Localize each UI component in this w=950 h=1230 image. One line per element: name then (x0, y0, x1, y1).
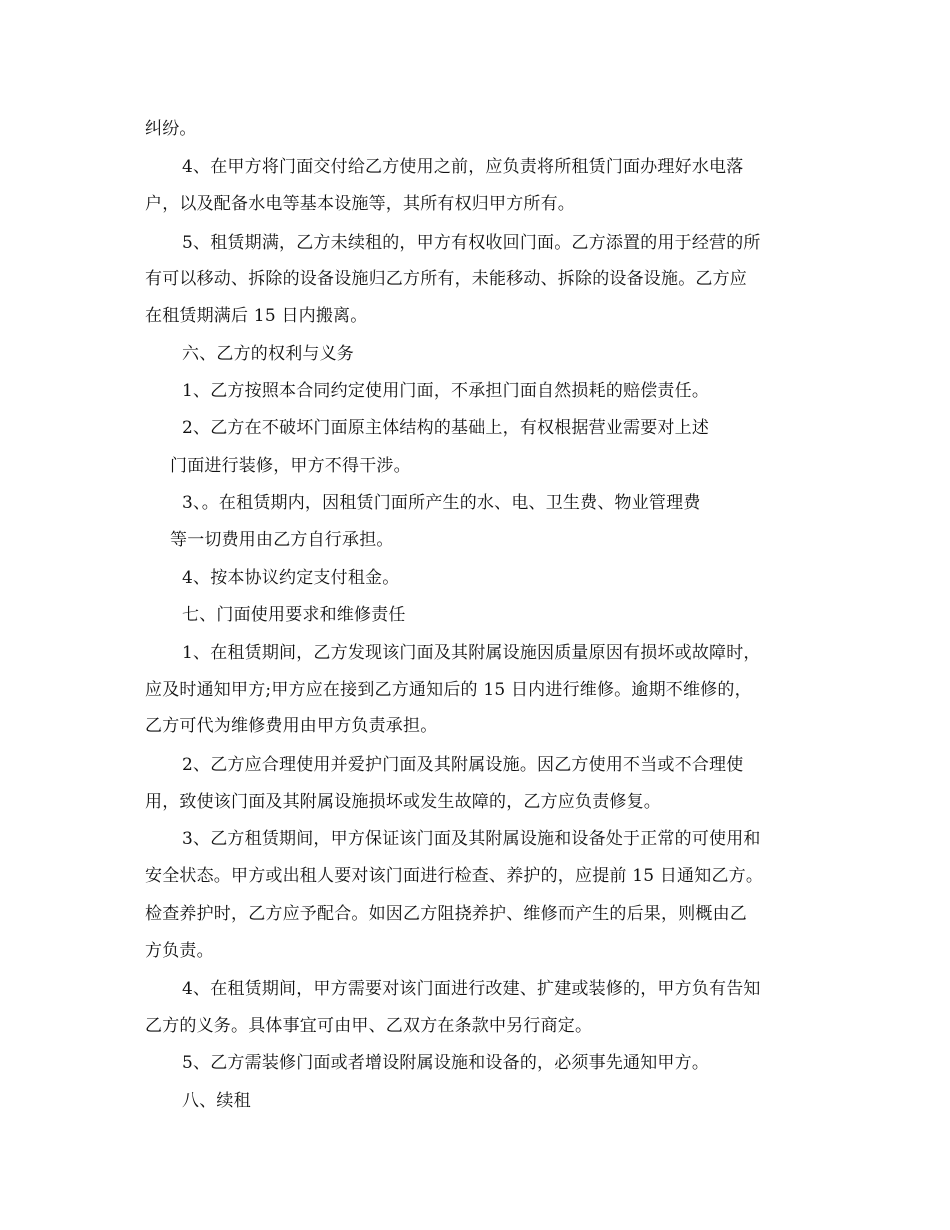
text-line: 门面进行装修，甲方不得干涉。 (170, 456, 411, 476)
text-line: 乙方的义务。具体事宜可由甲、乙双方在条款中另行商定。 (145, 1016, 593, 1036)
text-line: 1、在租赁期间，乙方发现该门面及其附属设施因质量原因有损坏或故障时， (182, 643, 761, 663)
text-line: 安全状态。甲方或出租人要对该门面进行检查、养护的，应提前 15 日通知乙方。 (145, 866, 764, 886)
text-line: 3、。在租赁期内，因租赁门面所产生的水、电、卫生费、物业管理费 (182, 493, 701, 513)
text-line: 户，以及配备水电等基本设施等，其所有权归甲方所有。 (145, 194, 575, 214)
text-line: 4、在甲方将门面交付给乙方使用之前，应负责将所租赁门面办理好水电落 (182, 157, 744, 177)
text-line: 有可以移动、拆除的设备设施归乙方所有，未能移动、拆除的设备设施。乙方应 (145, 269, 747, 289)
section-heading: 八、续租 (182, 1091, 251, 1111)
text-line: 等一切费用由乙方自行承担。 (170, 530, 394, 550)
section-heading: 七、门面使用要求和维修责任 (182, 605, 406, 625)
text-line: 应及时通知甲方;甲方应在接到乙方通知后的 15 日内进行维修。逾期不维修的， (145, 680, 752, 700)
text-line: 乙方可代为维修费用由甲方负责承担。 (145, 716, 438, 736)
text-line: 5、乙方需装修门面或者增设附属设施和设备的，必须事先通知甲方。 (182, 1053, 710, 1073)
section-heading: 六、乙方的权利与义务 (182, 344, 354, 364)
text-line: 纠纷。 (145, 119, 197, 139)
text-line: 方负责。 (145, 941, 214, 961)
text-line: 用，致使该门面及其附属设施损坏或发生故障的，乙方应负责修复。 (145, 792, 661, 812)
text-line: 在租赁期满后 15 日内搬离。 (145, 306, 368, 326)
text-line: 5、租赁期满，乙方未续租的，甲方有权收回门面。乙方添置的用于经营的所 (182, 233, 761, 253)
text-line: 1、乙方按照本合同约定使用门面，不承担门面自然损耗的赔偿责任。 (182, 381, 710, 401)
text-line: 4、按本协议约定支付租金。 (182, 568, 400, 588)
text-line: 2、乙方在不破坏门面原主体结构的基础上，有权根据营业需要对上述 (182, 418, 710, 438)
text-line: 2、乙方应合理使用并爱护门面及其附属设施。因乙方使用不当或不合理使 (182, 755, 744, 775)
text-line: 3、乙方租赁期间，甲方保证该门面及其附属设施和设备处于正常的可使用和 (182, 829, 761, 849)
text-line: 4、在租赁期间，甲方需要对该门面进行改建、扩建或装修的，甲方负有告知 (182, 979, 761, 999)
text-line: 检查养护时，乙方应予配合。如因乙方阻挠养护、维修而产生的后果，则概由乙 (145, 904, 747, 924)
